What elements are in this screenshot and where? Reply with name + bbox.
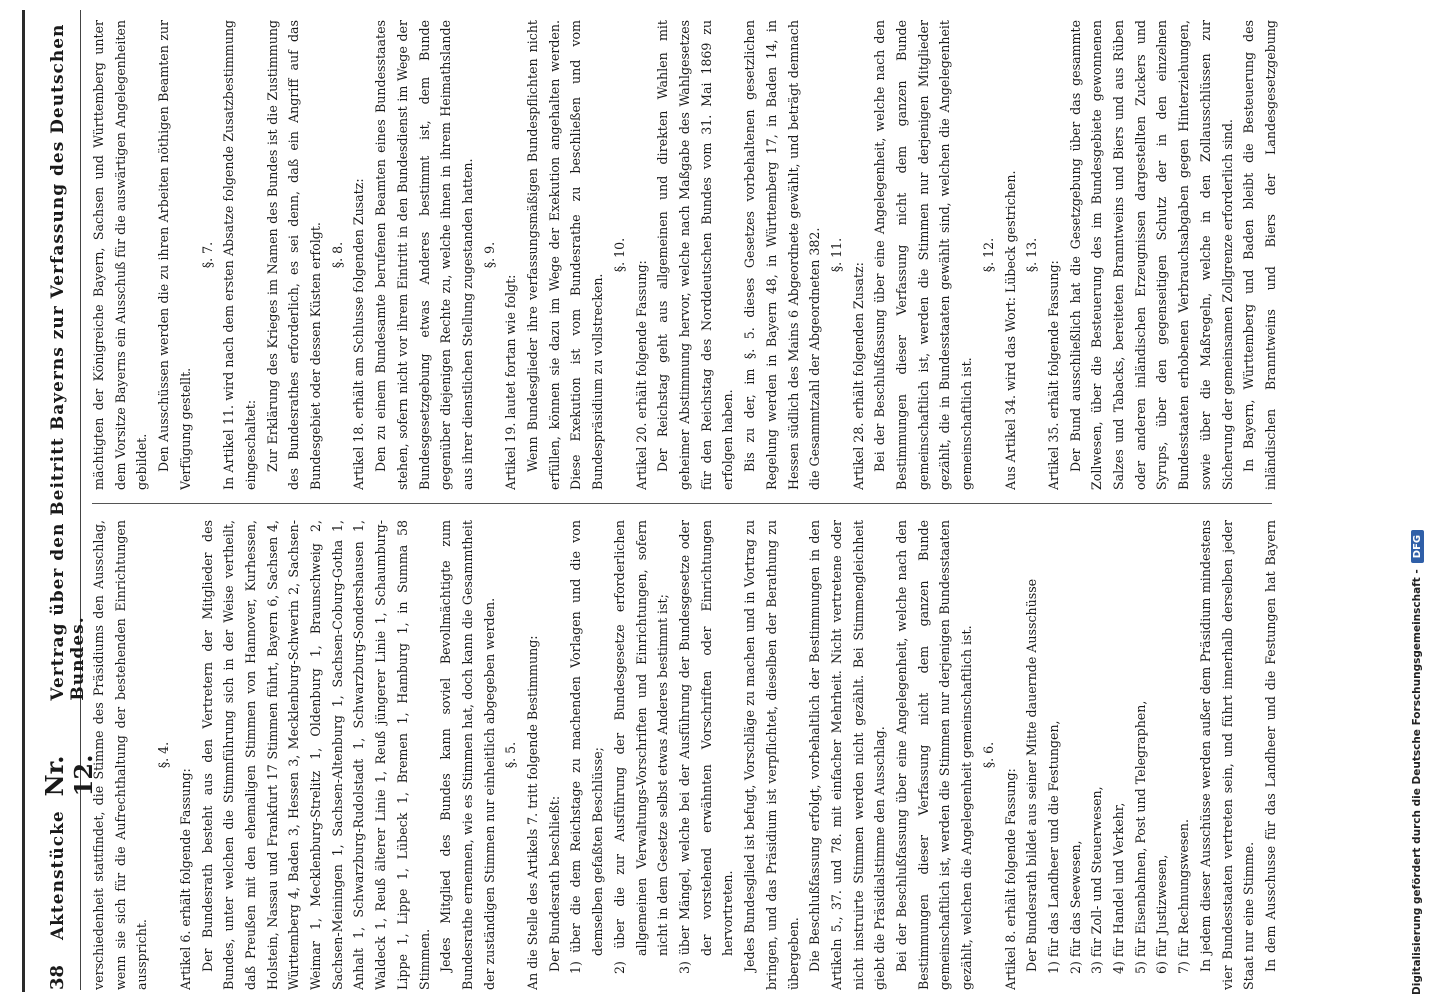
running-header	[40, 10, 98, 990]
paragraph: Den Ausschüssen werden die zu ihren Arbeiten nöthigen Beamten zur Verfügung gestellt.	[156, 20, 193, 490]
header-document-number: Nr. 12.	[40, 754, 98, 797]
list-item: 5) für Eisenbahnen, Post und Telegraphen,	[1132, 700, 1148, 974]
paragraph: In dem Ausschusse für das Landheer und die Festungen hat Bayern	[1262, 520, 1278, 972]
paragraph: Der Bundesrath bildet aus seiner Mitte dauernde Ausschüsse	[1024, 578, 1040, 972]
section-heading: §. 11.	[828, 237, 844, 273]
paragraph: Den zu einem Bundesamte berufenen Beamten eines Bundesstaates stehen, sofern nicht vor ihrem Eintritt in den Bundesdienst im Wege der Bundesgesetzgebung etwas Anderes bestimmt ist, dem Bunde gegenüber diejenigen Rechte zu, welche ihnen in ihrem Heimathslande aus ihrer dienstlichen Stellung zugestanden hatten.	[373, 20, 475, 490]
dfg-logo: DFG	[1411, 530, 1424, 563]
section-heading: §. 10.	[611, 237, 627, 273]
header-collection: Aktenstücke	[48, 810, 68, 941]
right-column	[88, 20, 1278, 490]
paragraph: An die Stelle des Artikels 7. tritt folgende Bestimmung:	[525, 635, 541, 990]
list-item: 4) für Handel und Verkehr,	[1111, 802, 1127, 974]
list-item: 1) über die dem Reichstage zu machenden Vorlagen und die von demselben gefaßten Beschlüsse;	[568, 520, 606, 974]
paragraph: Artikel 28. erhält folgenden Zusatz:	[850, 262, 866, 490]
section-heading: §. 7.	[199, 241, 215, 269]
list-item: 2) über die zur Ausführung der Bundesgesetze erforderlichen allgemeinen Verwaltungs-Vorschriften und Einrichtungen, sofern nicht in dem Gesetze selbst etwas Anderes bestimmt ist;	[611, 520, 671, 974]
paragraph: Bis zu der, im §. 5. dieses Gesetzes vorbehaltenen gesetzlichen Regelung werden in Bayern 48, in Württemberg 17, in Baden 14, in Hessen südlich des Mains 6 Abgeordnete gewählt, und beträgt demnach die Gesammtzahl der Abgeordneten 382.	[742, 20, 823, 490]
paragraph: In jedem dieser Ausschüsse werden außer dem Präsidium mindestens vier Bundesstaaten vertreten sein, und führt innerhalb derselben jeder Staat nur eine Stimme.	[1197, 520, 1257, 990]
document-page	[40, 10, 1290, 990]
list-item: 3) für Zoll- und Steuerwesen,	[1089, 786, 1105, 974]
page-number: 38	[47, 964, 68, 990]
section-heading: §. 13.	[1024, 237, 1040, 273]
paragraph: Bei der Beschlußfassung über eine Angelegenheit, welche nach den Bestimmungen dieser Verfassung nicht dem ganzen Bunde gemeinschaftlich ist, werden die Stimmen nur derjenigen Bundesstaaten gezählt, welchen die Angelegenheit gemeinschaftlich ist.	[894, 520, 975, 990]
header-title: Vertrag über den Beitritt Bayerns zur Verfassung des Deutschen Bundes.	[48, 23, 88, 701]
section-heading: §. 4.	[156, 741, 172, 769]
paragraph: verschiedenheit stattfindet, die Stimme des Präsidiums den Ausschlag, wenn sie sich für die Aufrechthaltung der bestehenden Einrichtungen ausspricht.	[91, 520, 150, 990]
paragraph: In Bayern, Württemberg und Baden bleibt die Besteuerung des inländischen Branntweins und Biers der Landesgesetzgebung	[1241, 20, 1278, 490]
list-item: 6) für Justizwesen,	[1154, 854, 1170, 974]
column-divider	[92, 503, 1272, 504]
list-item: 1) für das Landheer und die Festungen,	[1045, 720, 1061, 974]
paragraph: Jedes Bundesglied ist befugt, Vorschläge zu machen und in Vortrag zu bringen, und das Präsidium ist verpflichtet, dieselben der Berathung zu übergeben.	[742, 520, 801, 990]
paragraph: Aus Artikel 34. wird das Wort: Lübeck gestrichen.	[1002, 170, 1018, 490]
paragraph: Artikel 20. erhält folgende Fassung:	[633, 260, 649, 490]
left-column	[88, 520, 1278, 990]
paragraph: Wenn Bundesglieder ihre verfassungsmäßigen Bundespflichten nicht erfüllen, können sie dazu im Wege der Exekution angehalten werden. Diese Exekution ist vom Bundesrathe zu beschließen und vom Bundespräsidium zu vollstrecken.	[525, 20, 606, 490]
paragraph: Die Beschlußfassung erfolgt, vorbehaltlich der Bestimmungen in den Artikeln 5., 37. und 78. mit einfacher Mehrheit. Nicht vertretene oder nicht instruirte Stimmen werden nicht gezählt. Bei Stimmengleichheit giebt die Präsidialstimme den Ausschlag.	[807, 520, 888, 990]
section-heading: §. 9.	[481, 241, 497, 269]
list-item: 7) für Rechnungswesen.	[1176, 819, 1192, 974]
paragraph: Artikel 6. erhält folgende Fassung:	[177, 768, 193, 990]
paragraph: Artikel 18. erhält am Schlusse folgenden Zusatz:	[351, 178, 367, 490]
paragraph: Bei der Beschlußfassung über eine Angelegenheit, welche nach den Bestimmungen dieser Verfassung nicht dem ganzen Bunde gemeinschaftlich ist, werden die Stimmen nur derjenigen Mitglieder gezählt, die in Bundesstaaten gewählt sind, welchen die Angelegenheit gemeinschaftlich ist.	[872, 20, 975, 490]
paragraph: Jedes Mitglied des Bundes kann soviel Bevollmächtigte zum Bundesrathe ernennen, wie es Stimmen hat, doch kann die Gesammtheit der zuständigen Stimmen nur einheitlich abgegeben werden.	[438, 520, 497, 990]
list-item: 2) für das Seewesen,	[1067, 840, 1083, 974]
paragraph: Zur Erklärung des Krieges im Namen des Bundes ist die Zustimmung des Bundesrathes erforderlich, es sei denn, daß ein Angriff auf das Bundesgebiet oder dessen Küsten erfolgt.	[264, 20, 324, 490]
section-heading: §. 6.	[980, 741, 996, 769]
section-heading: §. 5.	[503, 741, 519, 769]
list-item: 3) über Mängel, welche bei der Ausführung der Bundesgesetze oder der vorstehend erwähnten Vorschriften oder Einrichtungen hervortreten.	[676, 520, 736, 974]
credit-text: Digitalisierung gefördert durch die Deutsche Forschungsgemeinschaft -	[1411, 569, 1423, 995]
paragraph: Der Bundesrath beschließt:	[546, 795, 562, 972]
paragraph: Der Reichstag geht aus allgemeinen und direkten Wahlen mit geheimer Abstimmung hervor, welche nach Maßgabe des Wahlgesetzes für den Reichstag des Norddeutschen Bundes vom 31. Mai 1869 zu erfolgen haben.	[655, 20, 736, 490]
paragraph: mächtigten der Königreiche Bayern, Sachsen und Württemberg unter dem Vorsitze Bayerns ein Ausschuß für die auswärtigen Angelegenheiten gebildet.	[91, 20, 150, 490]
paragraph: Der Bund ausschließlich hat die Gesetzgebung über das gesammte Zollwesen, über die Besteuerung des im Bundesgebiete gewonnenen Salzes und Tabacks, bereiteten Branntweins und Biers und aus Rüben oder anderen inländischen Erzeugnissen dargestellten Zuckers und Syrups, über den gegenseitigen Schutz der in den einzelnen Bundesstaaten erhobenen Verbrauchsabgaben gegen Hinterziehungen, sowie über die Maßregeln, welche in den Zollausschlüssen zur Sicherung der gemeinsamen Zollgrenze erforderlich sind.	[1067, 20, 1235, 490]
paragraph: In Artikel 11. wird nach dem ersten Absatze folgende Zusatzbestimmung eingeschaltet:	[221, 20, 258, 490]
paragraph: Artikel 19. lautet fortan wie folgt:	[503, 274, 519, 490]
section-heading: §. 8.	[329, 241, 345, 269]
paragraph: Artikel 8. erhält folgende Fassung:	[1002, 768, 1018, 990]
paragraph: Der Bundesrath besteht aus den Vertretern der Mitglieder des Bundes, unter welchen die Stimmführung sich in der Weise vertheilt, daß Preußen mit den ehemaligen Stimmen von Hannover, Kurhessen, Holstein, Nassau und Frankfurt 17 Stimmen führt, Bayern 6, Sachsen 4, Württemberg 4, Baden 3, Hessen 3, Mecklenburg-Schwerin 2, Sachsen-Weimar 1, Mecklenburg-Strelitz 1, Oldenburg 1, Braunschweig 2, Sachsen-Meiningen 1, Sachsen-Altenburg 1, Sachsen-Coburg-Gotha 1, Anhalt 1, Schwarzburg-Rudolstadt 1, Schwarzburg-Sondershausen 1, Waldeck 1, Reuß älterer Linie 1, Reuß jüngerer Linie 1, Schaumburg-Lippe 1, Lippe 1, Lübeck 1, Bremen 1, Hamburg 1, in Summa 58 Stimmen.	[199, 520, 432, 990]
section-heading: §. 12.	[980, 237, 996, 273]
paragraph: Artikel 35. erhält folgende Fassung:	[1045, 260, 1061, 490]
digitization-credit	[1406, 5, 1428, 995]
